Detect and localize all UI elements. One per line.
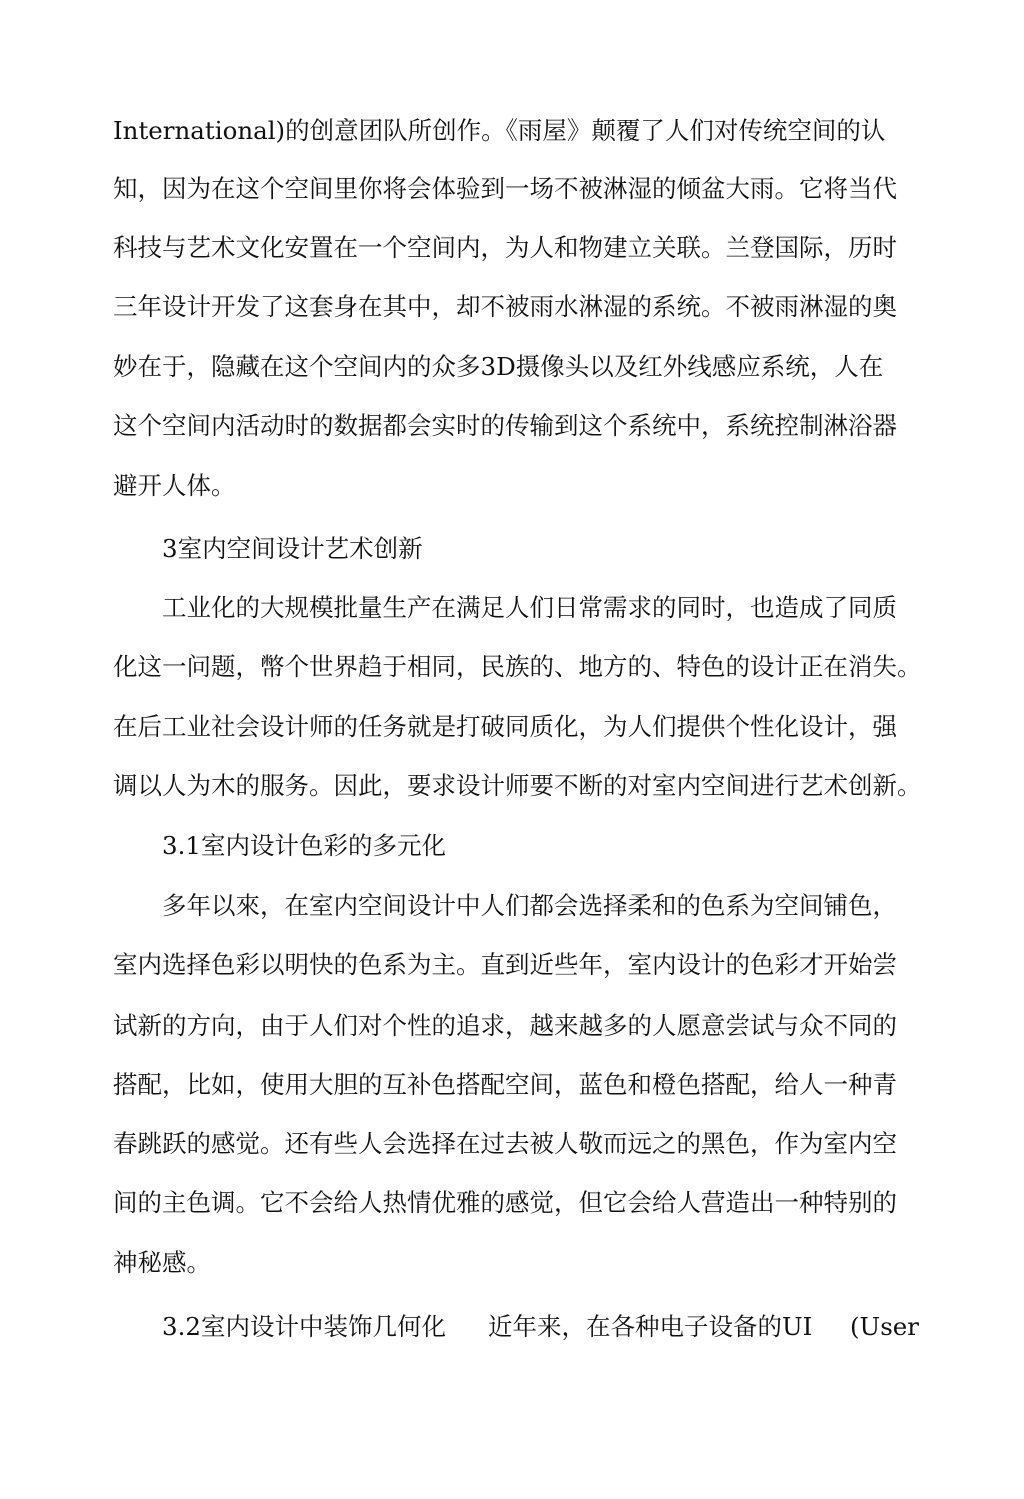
paragraph-line: 化这一问题，幣个世界趋于相同，民族的、地方的、特色的设计正在消失。 (113, 652, 922, 681)
paragraph-line: 妙在于，隐藏在这个空间内的众多3D摄像头以及红外线感应系统，人在 (113, 352, 884, 381)
subsection-heading: 3.1室内设计色彩的多元化 (162, 831, 446, 860)
paragraph-line: 在后工业社会设计师的任务就是打破同质化，为人们提供个性化设计，强 (113, 712, 897, 741)
paragraph-line: 科技与艺术文化安置在一个空间内，为人和物建立关联。兰登国际，历时 (113, 233, 897, 262)
paragraph-line: (User (850, 1312, 919, 1341)
paragraph-line: 间的主色调。它不会给人热情优雅的感觉，但它会给人营造出一种特别的 (113, 1188, 897, 1217)
paragraph-line: 知，因为在这个空间里你将会体验到一场不被淋湿的倾盆大雨。它将当代 (113, 174, 897, 203)
paragraph-line: 室内选择色彩以明快的色系为主。直到近些年，室内设计的色彩才开始尝 (113, 950, 897, 979)
paragraph-line: 试新的方向，由于人们对个性的追求，越来越多的人愿意尝试与众不同的 (113, 1011, 897, 1040)
paragraph-line: 近年来，在各种电子设备的UI (488, 1312, 813, 1341)
paragraph-line: 工业化的大规模批量生产在满足人们日常需求的同时，也造成了同质 (162, 593, 897, 622)
paragraph-line: 搭配，比如，使用大胆的互补色搭配空间，蓝色和橙色搭配，给人一种青 (113, 1070, 897, 1099)
paragraph-line: 多年以來，在室内空间设计中人们都会选择柔和的色系为空间铺色， (162, 891, 897, 920)
paragraph-line: International)的创意团队所创作。《雨屋》颠覆了人们对传统空间的认 (113, 116, 886, 145)
paragraph-line: 春跳跃的感觉。还有些人会选择在过去被人敬而远之的黑色，作为室内空 (113, 1129, 897, 1158)
paragraph-line: 避开人体。 (113, 471, 236, 500)
paragraph-line: 调以人为木的服务。因此，要求设计师要不断的对室内空间进行艺术创新。 (113, 771, 922, 800)
subsection-heading: 3.2室内设计中装饰几何化 (162, 1312, 446, 1341)
paragraph-line: 神秘感。 (113, 1248, 211, 1277)
paragraph-line: 这个空间内活动时的数据都会实时的传输到这个系统中，系统控制淋浴器 (113, 411, 897, 440)
paragraph-line: 三年设计开发了这套身在其中，却不被雨水淋湿的系统。不被雨淋湿的奥 (113, 292, 897, 321)
section-heading: 3室内空间设计艺术创新 (162, 534, 423, 563)
